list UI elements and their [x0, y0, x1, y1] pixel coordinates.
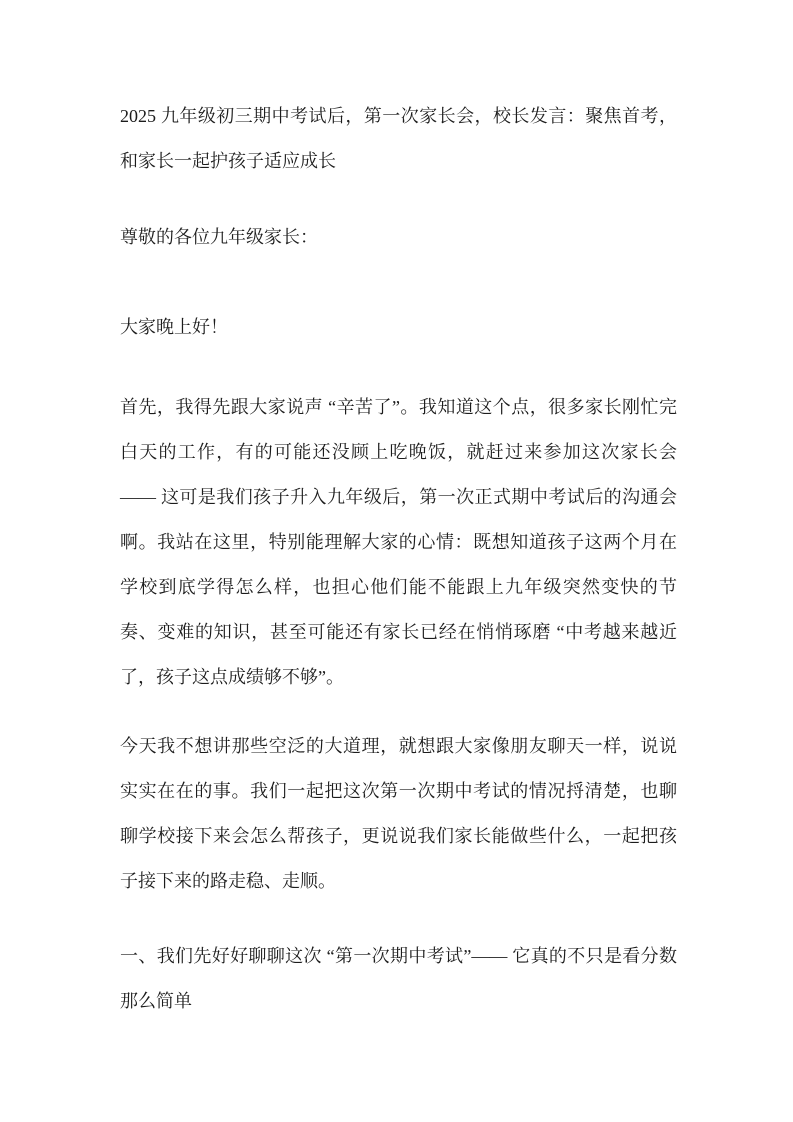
body-paragraph-2: 今天我不想讲那些空泛的大道理，就想跟大家像朋友聊天一样，说说实实在在的事。我们一起把这次第一次期中考试的情况捋清楚，也聊聊学校接下来会怎么帮孩子，更说说我们家长能做些什么，一起把孩子接下来的路走稳、走顺。	[120, 736, 677, 891]
document-title: 2025 九年级初三期中考试后，第一次家长会，校长发言：聚焦首考，和家长一起护孩子适应成长	[120, 106, 677, 171]
salutation-line: 尊敬的各位九年级家长：	[120, 227, 318, 247]
section-heading-1: 一、我们先好好聊聊这次 “第一次期中考试”—— 它真的不只是看分数那么简单	[120, 946, 677, 1011]
body-paragraph-1: 首先，我得先跟大家说声 “辛苦了”。我知道这个点，很多家长刚忙完白天的工作，有的可能还没顾上吃晚饭，就赶过来参加这次家长会—— 这可是我们孩子升入九年级后，第一次正式期中考试后的沟通会啊。我站在这里，特别能理解大家的心情：既想知道孩子这两个月在学校到底学得怎么样，也担心他们能不能跟上九年级突然变快的节奏、变难的知识，甚至可能还有家长已经在悄悄琢磨 “中考越来越近了，孩子这点成绩够不够”。	[120, 397, 677, 687]
greeting-line: 大家晚上好！	[120, 317, 228, 337]
